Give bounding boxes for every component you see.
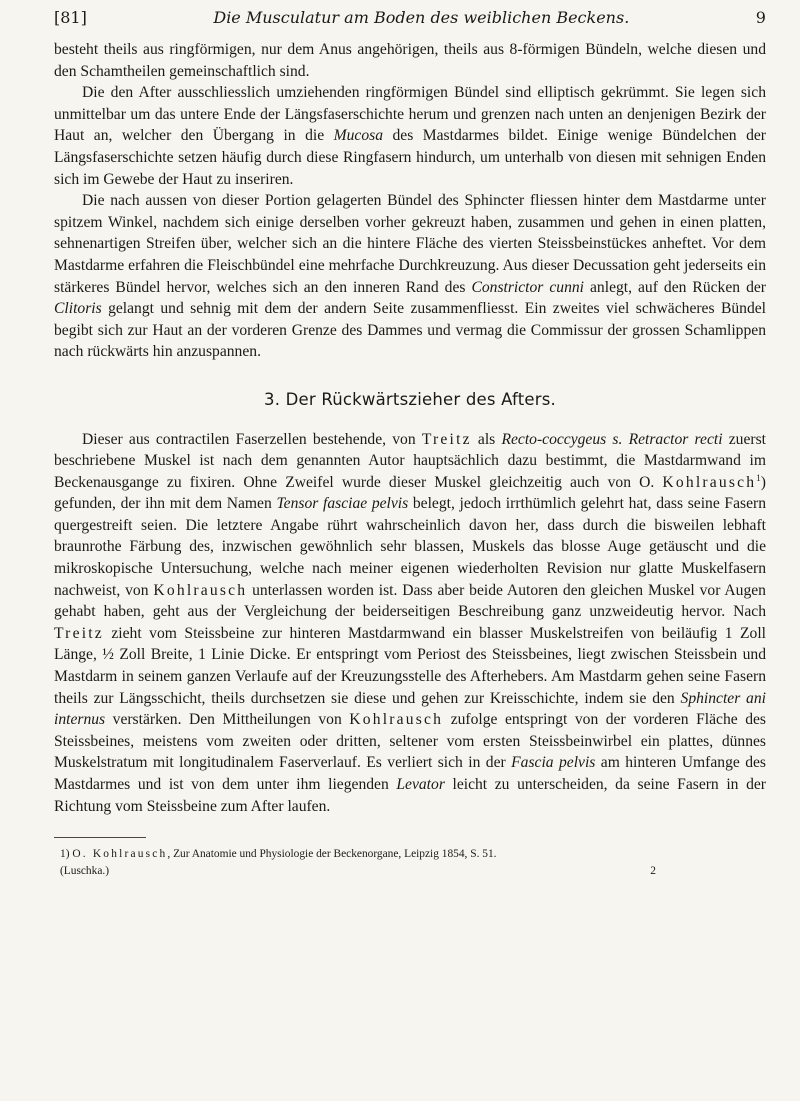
p4-text-d: ) gefunden, der ihn mit dem Namen: [54, 473, 766, 513]
footnote-line-2: [60, 863, 766, 880]
footnote-divider: [54, 837, 146, 838]
paragraph-2-text: Die den After ausschliesslich umziehenden ringförmigen Bündel sind elliptisch gekrümmt. Sie legen sich unmittelbar um das untere Ende der Längsfaserschichte herum und grenzen nach unten an denjenigen Bezirk der Haut an, welcher den Übergang in die: [54, 84, 766, 145]
term-levator: Levator: [396, 776, 445, 793]
p4-text-f: unterlassen worden ist. Dass aber beide Autoren den gleichen Muskel vor Augen gehabt haben, geht aus der Vergleichung der beiderseitigen Beschreibung ganz unzweideutig hervor. Nach: [54, 581, 766, 621]
footnote-ref[interactable]: 1: [756, 472, 761, 483]
term-recto-coccygeus: Recto-coccygeus s. Retractor recti: [501, 430, 723, 448]
paragraph-1: besteht theils aus ringförmigen, nur dem Anus angehörigen, theils aus 8-förmigen Bündeln, welche diesen und den Schamtheilen gemeinschaftlich sind.: [54, 41, 766, 80]
footnote: [54, 846, 766, 880]
paragraph-3-tail: gelangt und sehnig mit dem der andern Seite zusammenfliesst. Ein zweites viel schwächeres Bündel begibt sich zur Haut an der vorderen Grenze des Dammes und vermag die Commissur der grossen Schamlippen nach rückwärts hin anzuspannen.: [54, 300, 766, 361]
running-header: [54, 8, 766, 39]
author-kohlrausch: Kohlrausch: [662, 473, 757, 491]
paragraph-4: [54, 429, 766, 818]
term-sphincter-ani-internus: Sphincter ani internus: [54, 689, 766, 729]
paragraph-3-text: Die nach aussen von dieser Portion gelagerten Bündel des Sphincter fliessen hinter dem Mastdarme unter spitzem Winkel, nachdem sich einige derselben vorher gekreuzt haben, zusammen und gehen in einen platten, sehnenartigen Streifen über, welcher sich an die hintere Fläche des vierten Steissbeinstückes anheftet. Vor dem Mastdarme erfahren die Fleischbündel eine mehrfache Durchkreuzung. Aus dieser Decussation geht jederseits ein stärkeres Bündel hervor, welches sich an den inneren Rand des: [54, 192, 766, 296]
p4-text-e: belegt, jedoch irrthümlich gelehrt hat, dass seine Fasern quergestreift seien. Die letztere Angabe rührt wahrscheinlich davon her, dass durch die bisweilen lebhaft braunrothe Färbung des, inzwischen gewöhnlich sehr blassen, Muskels das blosse Auge getäuscht und die mikroskopische Untersuchung, welche nach meiner eigenen wiederholten Revision nur glatte Muskelfasern nachweist, von: [54, 495, 766, 599]
paragraph-2: [54, 82, 766, 190]
author-kohlrausch: Kohlrausch: [153, 581, 248, 599]
footnote-attribution: (Luschka.): [60, 865, 110, 878]
paragraph-3-mid: anlegt, auf den Rücken der: [584, 278, 766, 296]
author-treitz: Treitz: [421, 430, 472, 448]
p4-text-b: als: [471, 430, 502, 448]
body-text: [54, 39, 766, 817]
term-fascia-pelvis: Fascia pelvis: [511, 754, 596, 772]
footnote-line: [60, 846, 766, 863]
p4-text-g: zieht vom Steissbeine zur hinteren Mastdarmwand ein blasser Muskelstreifen von beiläufig 1 Zoll Länge, ½ Zoll Breite, 1 Linie Dicke. Er entspringt vom Periost des Steissbeines, liegt zwischen Steissbein und Mastdarm in seinem ganzen Verlaufe auf der Kreuzungsstelle des Afterhebers. Am Mastdarm gehen seine Fasern theils zur Längsschicht, theils durchsetzen sie diese und gehen zur Kreisschichte, indem sie den: [54, 624, 766, 707]
p4-text-i: zufolge entspringt von der vorderen Fläche des Steissbeines, meistens vom zweiten oder dritten, seltener vom ersten Steissbeinwirbel ein plattes, dünnes Muskelstratum mit longitudinalem Faserverlauf. Es verliert sich in der: [54, 711, 766, 772]
p4-text-c: zuerst beschriebene Muskel ist nach dem genannten Autor hauptsächlich dazu bestimmt, die Mastdarmwand im Beckenausgange zu fixiren. Ohne Zweifel wurde dieser Muskel gleichzeitig auch von O.: [54, 430, 766, 491]
p4-text-h: verstärken. Den Mittheilungen von: [105, 711, 350, 729]
author-treitz: Treitz: [54, 624, 104, 642]
signature-mark: 2: [650, 865, 656, 878]
footnote-text: , Zur Anatomie und Physiologie der Beckenorgane, Leipzig 1854, S. 51.: [167, 848, 497, 861]
folio-number: 9: [755, 8, 766, 27]
paragraph-3: [54, 190, 766, 363]
page-number: [81]: [54, 8, 87, 27]
footnote-marker: 1): [60, 848, 70, 861]
p4-text-a: Dieser aus contractilen Faserzellen bestehende, von: [82, 430, 422, 448]
term-tensor-fasciae-pelvis: Tensor fasciae pelvis: [276, 495, 409, 513]
term-constrictor-cunni: Constrictor cunni: [471, 278, 585, 296]
term-clitoris: Clitoris: [54, 300, 102, 318]
p4-text-j: am hinteren Umfange des Mastdarmes und ist von dem unter ihm liegenden: [54, 754, 766, 793]
footnote-author: O. Kohlrausch: [72, 848, 168, 861]
running-title: Die Musculatur am Boden des weiblichen Beckens.: [213, 8, 630, 27]
section-heading: 3. Der Rückwärtszieher des Afters.: [264, 389, 556, 409]
p4-text-k: leicht zu unterscheiden, da seine Fasern in der Richtung vom Steissbeine zum After laufen.: [54, 776, 766, 815]
author-kohlrausch: Kohlrausch: [349, 711, 444, 729]
paragraph-2-tail: des Mastdarmes bildet. Einige wenige Bündelchen der Längsfaserschichte setzen häufig durch diese Ringfasern hindurch, um unterhalb von diesen mit sehnigen Enden sich im Gewebe der Haut zu inseriren.: [54, 127, 766, 188]
term-mucosa: Mucosa: [333, 127, 383, 145]
book-page: [54, 8, 766, 880]
